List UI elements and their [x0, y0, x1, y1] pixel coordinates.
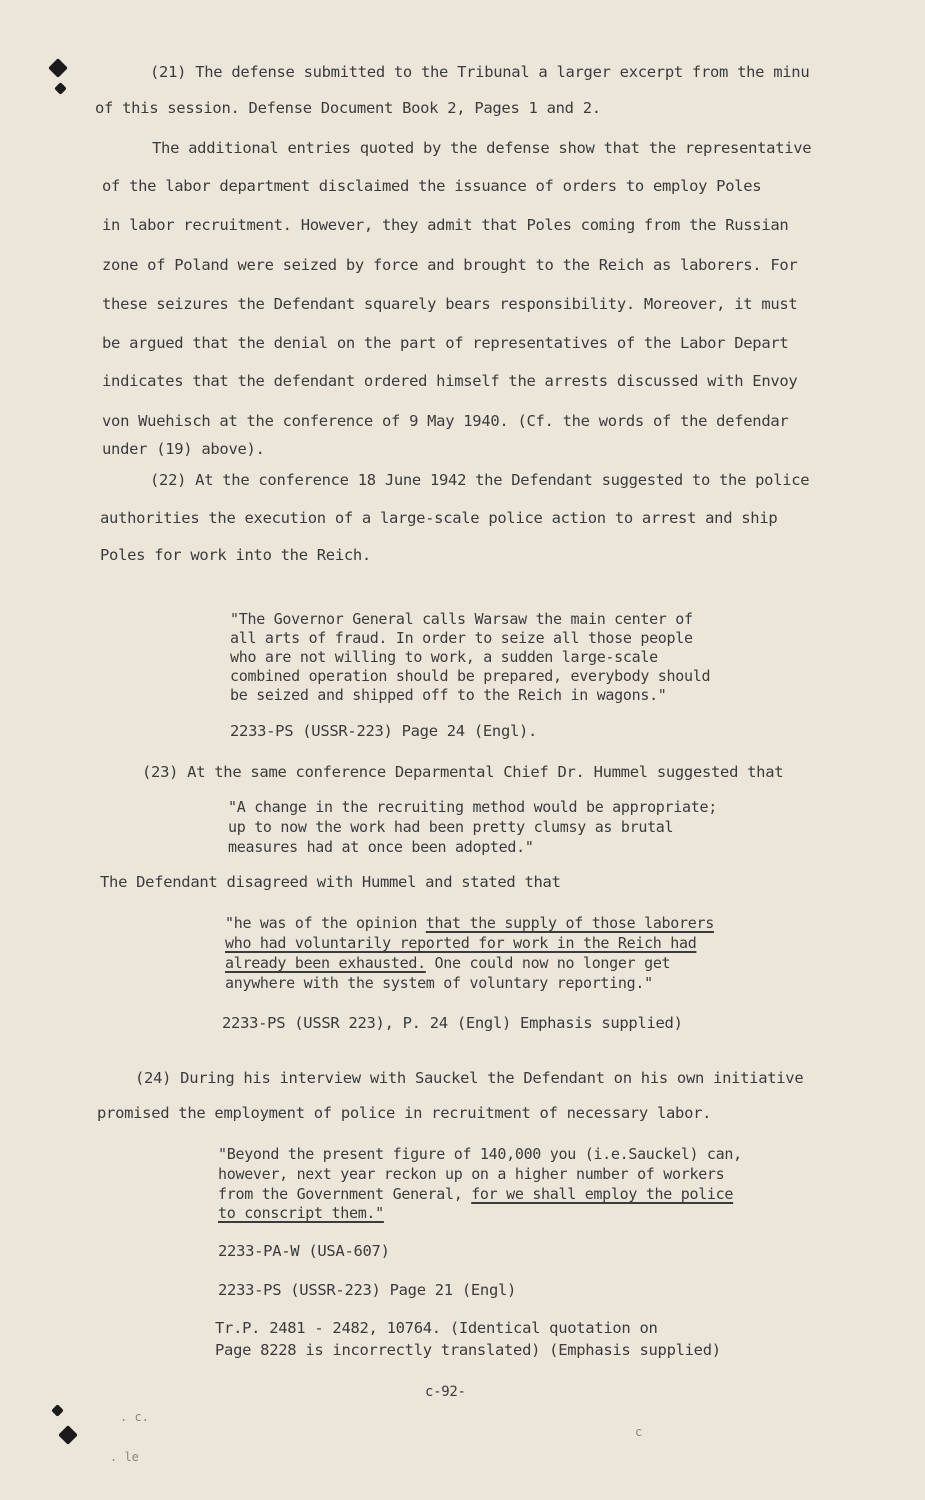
paragraph-line: zone of Poland were seized by force and brought to the Reich as laborers. For [102, 256, 798, 274]
quote-line: all arts of fraud. In order to seize all those people [230, 629, 693, 647]
paragraph-line: (24) During his interview with Sauckel the Defendant on his own initiative [135, 1069, 804, 1087]
emphasis-underline: already been exhausted. [225, 954, 426, 972]
quote-line: already been exhausted. One could now no longer get [225, 954, 671, 972]
quote-line: "The Governor General calls Warsaw the main center of [230, 610, 693, 628]
paragraph-line: indicates that the defendant ordered himself the arrests discussed with Envoy [102, 372, 798, 390]
paragraph-line: under (19) above). [102, 440, 265, 458]
paragraph-line: (21) The defense submitted to the Tribunal a larger excerpt from the minu [150, 63, 810, 81]
citation: 2233-PA-W (USA-607) [218, 1242, 390, 1260]
citation: 2233-PS (USSR-223) Page 21 (Engl) [218, 1281, 517, 1299]
paragraph-line: promised the employment of police in recruitment of necessary labor. [97, 1104, 712, 1122]
paragraph-line: authorities the execution of a large-scale police action to arrest and ship [100, 509, 778, 527]
paragraph-line: von Wuehisch at the conference of 9 May 1940. (Cf. the words of the defendar [102, 412, 789, 430]
quote-line: "A change in the recruiting method would be appropriate; [228, 798, 717, 816]
quote-line: "Beyond the present figure of 140,000 you (i.e.Sauckel) can, [218, 1145, 742, 1163]
quote-line: from the Government General, for we shall employ the police [218, 1185, 734, 1203]
stray-mark: . c. [120, 1410, 149, 1424]
quote-line: combined operation should be prepared, everybody should [230, 667, 711, 685]
punch-hole-mark [51, 1404, 64, 1417]
paragraph-line: these seizures the Defendant squarely bears responsibility. Moreover, it must [102, 295, 798, 313]
punch-hole-mark [48, 58, 68, 78]
paragraph-line: in labor recruitment. However, they admit that Poles coming from the Russian [102, 216, 789, 234]
paragraph-line: of this session. Defense Document Book 2, Pages 1 and 2. [95, 99, 601, 117]
punch-hole-mark [54, 82, 67, 95]
quote-line: measures had at once been adopted." [228, 838, 534, 856]
emphasis-underline: that the supply of those laborers [425, 914, 714, 932]
citation: 2233-PS (USSR 223), P. 24 (Engl) Emphasis supplied) [222, 1014, 683, 1032]
quote-line: who had voluntarily reported for work in the Reich had [225, 934, 697, 952]
citation: Page 8228 is incorrectly translated) (Emphasis supplied) [215, 1341, 721, 1359]
paragraph-line: Poles for work into the Reich. [100, 546, 371, 564]
citation: Tr.P. 2481 - 2482, 10764. (Identical quotation on [215, 1319, 658, 1337]
paragraph-line: (23) At the same conference Deparmental Chief Dr. Hummel suggested that [142, 763, 784, 781]
quote-line: anywhere with the system of voluntary reporting." [225, 974, 653, 992]
quote-line: however, next year reckon up on a higher number of workers [218, 1165, 725, 1183]
quote-line: to conscript them." [218, 1204, 384, 1222]
paragraph-line: of the labor department disclaimed the issuance of orders to employ Poles [102, 177, 762, 195]
quote-line: up to now the work had been pretty clumsy as brutal [228, 818, 674, 836]
paragraph-line: be argued that the denial on the part of representatives of the Labor Depart [102, 334, 789, 352]
citation: 2233-PS (USSR-223) Page 24 (Engl). [230, 722, 538, 740]
quote-line: be seized and shipped off to the Reich in wagons." [230, 686, 667, 704]
stray-mark: c [635, 1425, 643, 1439]
paragraph-number: (21) [150, 63, 187, 81]
paragraph-line: (22) At the conference 18 June 1942 the Defendant suggested to the police [150, 471, 810, 489]
quote-line: "he was of the opinion that the supply of those laborers [225, 914, 714, 932]
punch-hole-mark [58, 1425, 78, 1445]
stray-mark: . le [110, 1450, 139, 1464]
emphasis-underline: for we shall employ the police [471, 1185, 734, 1203]
page-number: c-92- [425, 1384, 466, 1400]
paragraph-line: The additional entries quoted by the defense show that the representative [152, 139, 812, 157]
paragraph-line: The Defendant disagreed with Hummel and stated that [100, 873, 561, 891]
quote-line: who are not willing to work, a sudden large-scale [230, 648, 658, 666]
